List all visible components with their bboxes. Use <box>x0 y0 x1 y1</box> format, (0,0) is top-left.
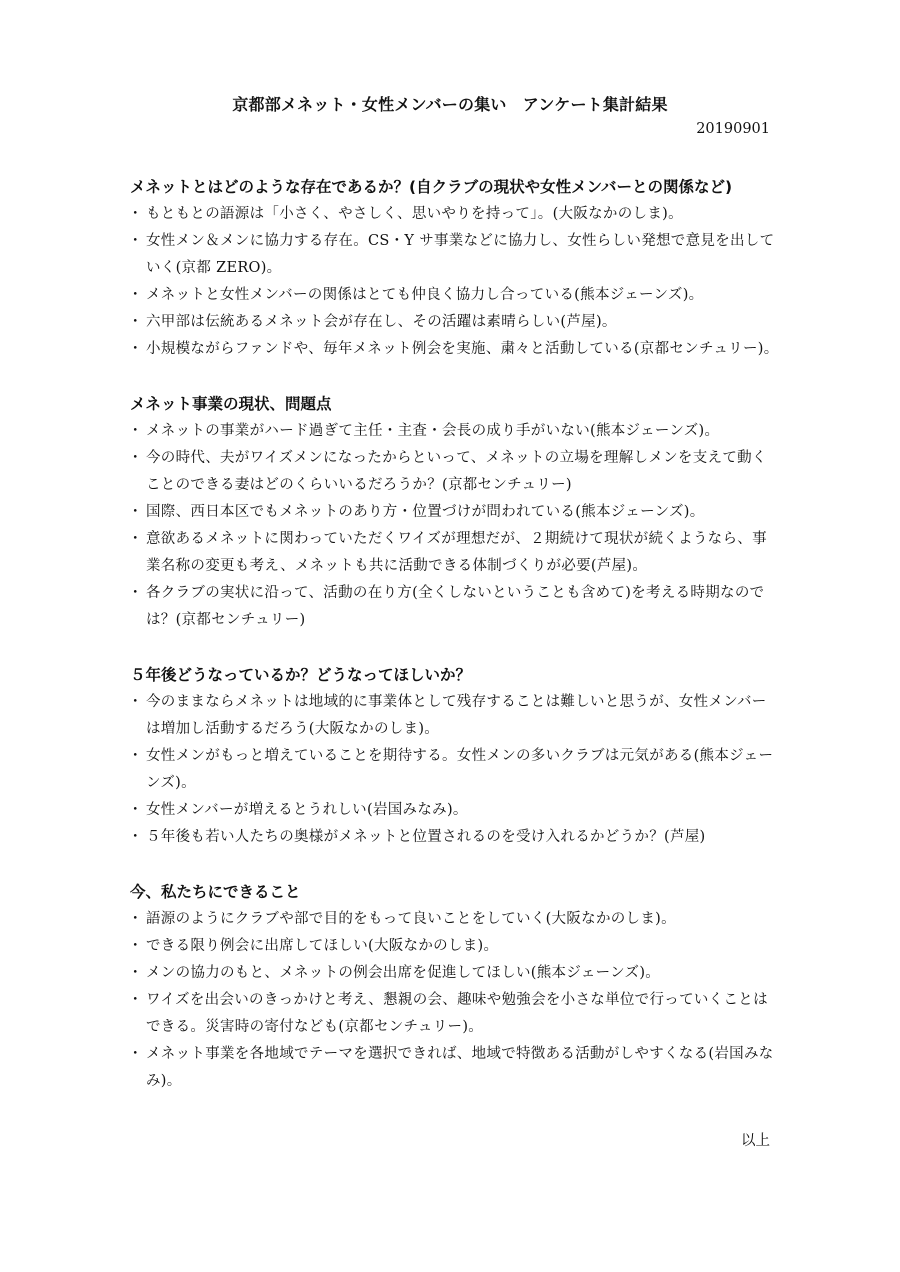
section-heading: 今、私たちにできること <box>130 883 301 901</box>
list-item: ・ メンの協力のもと、メネットの例会出席を促進してほしい(熊本ジェーンズ)。 <box>130 960 780 987</box>
list-item: ・ 今のままならメネットは地域的に事業体として残存することは難しいと思うが、女性メンバーは増加し活動するだろう(大阪なかのしま)。 <box>130 689 780 743</box>
section-what-we-can-do <box>130 879 780 1095</box>
list-item: ・ ワイズを出会いのきっかけと考え、懇親の会、趣味や勉強会を小さな単位で行っていくことはできる。災害時の寄付なども(京都センチュリー)。 <box>130 987 780 1041</box>
list-item: ・ もともとの語源は「小さく、やさしく、思いやりを持って」。(大阪なかのしま)。 <box>130 201 780 228</box>
document-title: 京都部メネット・女性メンバーの集い アンケート集計結果 <box>232 95 668 114</box>
closing-mark: 以上 <box>741 1133 770 1149</box>
section-menette-role <box>130 174 780 363</box>
section-five-years <box>130 662 780 851</box>
list-item: ・ メネットと女性メンバーの関係はとても仲良く協力し合っている(熊本ジェーンズ)。 <box>130 282 780 309</box>
list-item: ・ 女性メンバーが増えるとうれしい(岩国みなみ)。 <box>130 797 780 824</box>
document-body <box>130 174 780 1123</box>
section-heading: メネットとはどのような存在であるか？(自クラブの現状や女性メンバーとの関係など) <box>130 178 733 196</box>
section-heading: メネット事業の現状、問題点 <box>130 395 332 413</box>
list-item: ・ 語源のようにクラブや部で目的をもって良いことをしていく(大阪なかのしま)。 <box>130 906 780 933</box>
list-item: ・ 各クラブの実状に沿って、活動の在り方(全くしないということも含めて)を考える時期なのでは？(京都センチュリー) <box>130 580 780 634</box>
bullet-list <box>130 201 780 363</box>
list-item: ・ 今の時代、夫がワイズメンになったからといって、メネットの立場を理解しメンを支えて動くことのできる妻はどのくらいいるだろうか？(京都センチュリー) <box>130 445 780 499</box>
bullet-list <box>130 689 780 851</box>
list-item: ・ 女性メン＆メンに協力する存在。CS・Y サ事業などに協力し、女性らしい発想で意見を出していく(京都 ZERO)。 <box>130 228 780 282</box>
bullet-list <box>130 418 780 634</box>
section-heading: ５年後どうなっているか？どうなってほしいか？ <box>130 666 472 684</box>
list-item: ・ できる限り例会に出席してほしい(大阪なかのしま)。 <box>130 933 780 960</box>
list-item: ・ 六甲部は伝統あるメネット会が存在し、その活躍は素晴らしい(芦屋)。 <box>130 309 780 336</box>
list-item: ・ 国際、西日本区でもメネットのあり方・位置づけが問われている(熊本ジェーンズ)。 <box>130 499 780 526</box>
list-item: ・ 小規模ながらファンドや、毎年メネット例会を実施、粛々と活動している(京都センチュリー)。 <box>130 336 780 363</box>
document-date: 20190901 <box>696 121 770 137</box>
list-item: ・ ５年後も若い人たちの奥様がメネットと位置されるのを受け入れるかどうか？(芦屋) <box>130 824 780 851</box>
list-item: ・ メネットの事業がハード過ぎて主任・主査・会長の成り手がいない(熊本ジェーンズ)。 <box>130 418 780 445</box>
list-item: ・ メネット事業を各地域でテーマを選択できれば、地域で特徴ある活動がしやすくなる(岩国みなみ)。 <box>130 1041 780 1095</box>
section-current-issues <box>130 391 780 634</box>
list-item: ・ 意欲あるメネットに関わっていただくワイズが理想だが、２期続けて現状が続くようなら、事業名称の変更も考え、メネットも共に活動できる体制づくりが必要(芦屋)。 <box>130 526 780 580</box>
bullet-list <box>130 906 780 1095</box>
list-item: ・ 女性メンがもっと増えていることを期待する。女性メンの多いクラブは元気がある(熊本ジェーンズ)。 <box>130 743 780 797</box>
